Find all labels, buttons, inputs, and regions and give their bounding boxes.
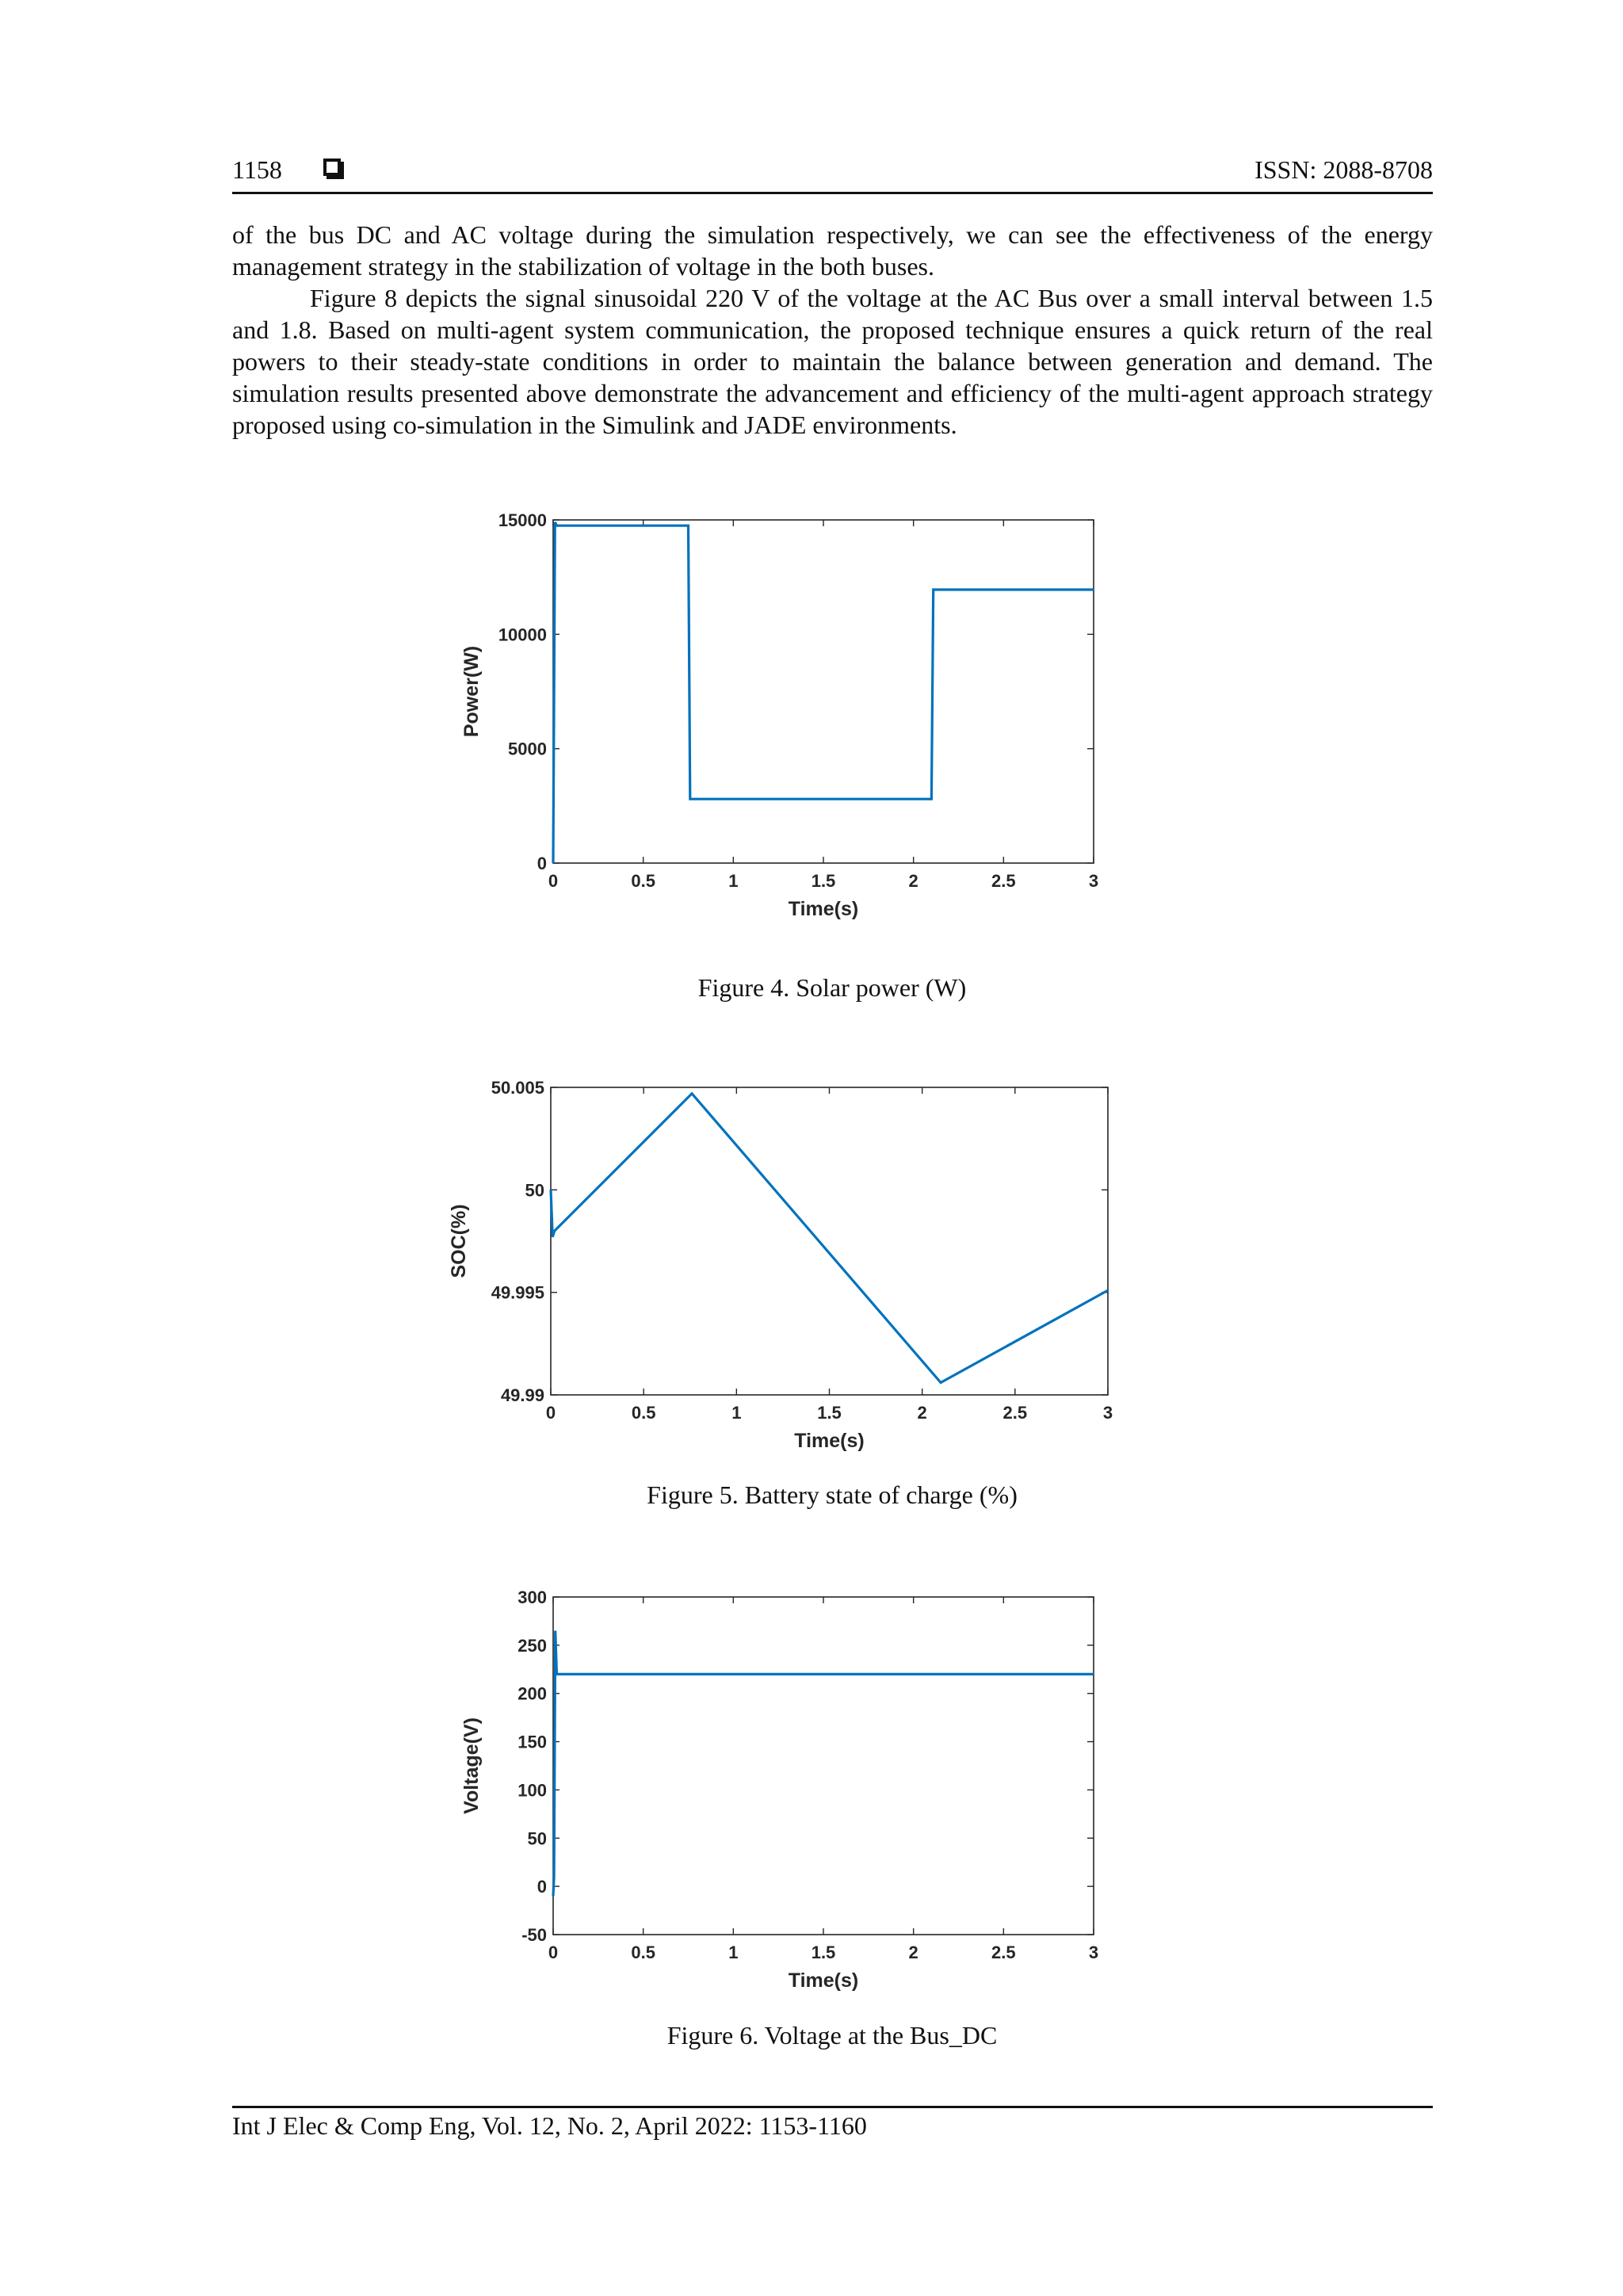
x-tick-label: 1.5 [811,871,836,891]
y-axis-label: Power(W) [460,645,483,738]
header-rule [232,192,1433,194]
y-tick-label: 200 [517,1683,547,1704]
x-tick-label: 1 [731,1403,742,1423]
x-tick-label: 2 [908,871,918,891]
y-tick-label: 100 [517,1780,547,1801]
figure-bus-dc-voltage [460,1584,1125,2011]
figure-solar-power [460,507,1125,935]
y-axis-label: SOC(%) [448,1204,470,1278]
x-tick-label: 1 [728,871,739,891]
plot-area [553,520,1094,863]
x-tick-label: 1.5 [817,1403,842,1423]
y-tick-label: -50 [521,1925,547,1945]
x-tick-label: 2 [908,1943,918,1962]
y-tick-label: 49.99 [500,1385,544,1405]
x-tick-label: 0.5 [631,1943,655,1962]
y-axis-label: Voltage(V) [460,1717,483,1814]
x-tick-label: 3 [1102,1403,1113,1423]
battery-soc-chart [444,1074,1141,1462]
solar-power-chart [460,507,1125,935]
figure-caption: Figure 6. Voltage at the Bus_DC [666,2021,998,2050]
page-header [232,155,1433,190]
page-number: 1158 [232,155,282,184]
footer-rule [232,2106,1433,2108]
x-tick-label: 1 [728,1943,739,1962]
bus-dc-voltage-chart [460,1584,1125,2011]
x-tick-label: 2.5 [991,1943,1016,1962]
x-tick-label: 0.5 [631,871,655,891]
y-tick-label: 49.995 [491,1282,544,1303]
y-tick-label: 50 [525,1180,544,1201]
y-tick-label: 50.005 [491,1078,544,1098]
y-tick-label: 5000 [508,739,547,759]
body-text [232,219,1433,441]
x-axis-label: Time(s) [788,898,859,920]
footer-citation: Int J Elec & Comp Eng, Vol. 12, No. 2, April 2022: 1153-1160 [232,2111,867,2140]
y-tick-label: 50 [527,1828,547,1849]
issn: ISSN: 2088-8708 [1254,155,1433,184]
x-tick-label: 2.5 [1002,1403,1028,1423]
figure-caption: Figure 4. Solar power (W) [697,973,967,1002]
x-tick-label: 0 [548,1943,559,1962]
plot-area [553,1597,1094,1935]
x-tick-label: 0 [545,1403,556,1423]
x-tick-label: 3 [1088,871,1099,891]
figure-caption: Figure 5. Battery state of charge (%) [647,1480,1018,1509]
y-tick-label: 300 [517,1587,547,1607]
figure-battery-soc [444,1074,1141,1462]
x-tick-label: 1.5 [811,1943,836,1962]
x-tick-label: 2 [917,1403,927,1423]
plot-area [551,1087,1108,1395]
x-axis-label: Time(s) [788,1969,859,1992]
y-tick-label: 0 [537,1877,547,1897]
y-tick-label: 250 [517,1635,547,1656]
x-axis-label: Time(s) [794,1430,865,1452]
y-tick-label: 150 [517,1732,547,1752]
paragraph: of the bus DC and AC voltage during the simulation respectively, we can see the effectiveness of the energy management strategy in the stabilization of voltage in the both buses. [232,220,1433,281]
y-tick-label: 0 [537,854,547,873]
square-bullet-icon [323,159,341,176]
y-tick-label: 15000 [498,510,547,530]
x-tick-label: 3 [1088,1943,1099,1962]
y-tick-label: 10000 [498,625,547,645]
x-tick-label: 0 [548,871,559,891]
x-tick-label: 0.5 [631,1403,656,1423]
paragraph: Figure 8 depicts the signal sinusoidal 220 V of the voltage at the AC Bus over a small interval between 1.5 and 1.8. Based on multi-agent system communication, the proposed technique ensures a quick return of the real powers to their steady-state conditions in order to maintain the balance between generation and demand. The simulation results presented above demonstrate the advancement and efficiency of the multi-agent approach strategy proposed using co-simulation in the Simulink and JADE environments. [232,284,1433,439]
x-tick-label: 2.5 [991,871,1016,891]
